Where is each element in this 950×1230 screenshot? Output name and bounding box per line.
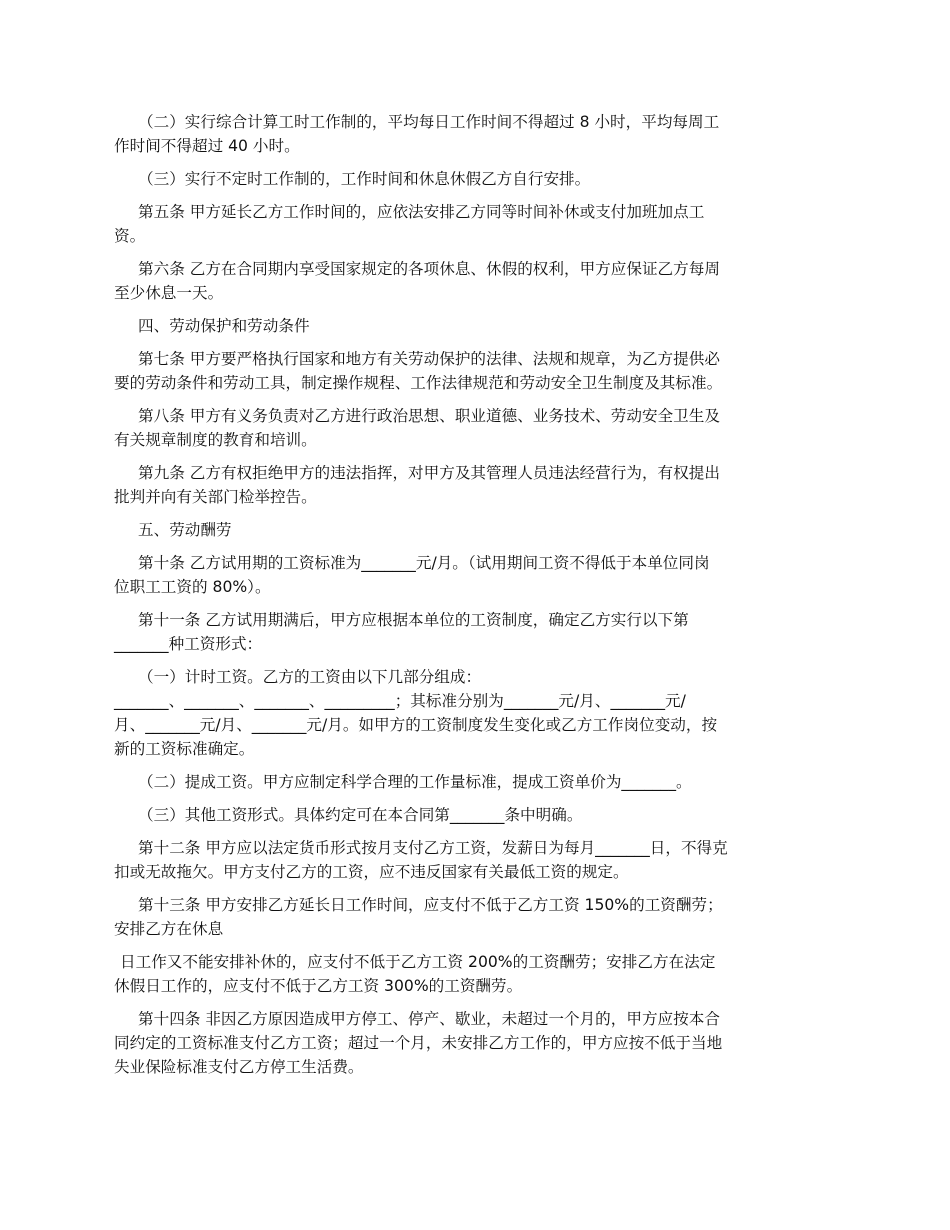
paragraph-article-9 bbox=[114, 461, 842, 509]
paragraph-article-13-continued bbox=[114, 950, 842, 998]
text-line: 第七条 甲方要严格执行国家和地方有关劳动保护的法律、法规和规章，为乙方提供必 bbox=[138, 350, 720, 368]
document-body bbox=[114, 110, 842, 1088]
text-line: 第十一条 乙方试用期满后，甲方应根据本单位的工资制度，确定乙方实行以下第 bbox=[138, 611, 689, 629]
text-line: （三）实行不定时工作制的，工作时间和休息休假乙方自行安排。 bbox=[138, 170, 591, 188]
text-line: 月、_______元/月、_______元/月。如甲方的工资制度发生变化或乙方工作岗位变动，按 bbox=[114, 716, 718, 734]
text-line: _______种工资形式： bbox=[114, 635, 263, 653]
text-line: 第九条 乙方有权拒绝甲方的违法指挥，对甲方及其管理人员违法经营行为，有权提出 bbox=[138, 464, 720, 482]
paragraph-article-8 bbox=[114, 404, 842, 452]
text-line: _______、_______、_______、_________；其标准分别为_______元/月、_______元/ bbox=[114, 692, 686, 710]
paragraph-article-7 bbox=[114, 347, 842, 395]
paragraph-article-12 bbox=[114, 836, 842, 884]
section-heading-labor-protection bbox=[114, 314, 842, 338]
text-line: 第十三条 甲方安排乙方延长日工作时间，应支付不低于乙方工资 150%的工资酬劳； bbox=[138, 896, 723, 914]
text-line: 资。 bbox=[114, 227, 146, 245]
text-line: 要的劳动条件和劳动工具，制定操作规程、工作法律规范和劳动安全卫生制度及其标准。 bbox=[114, 374, 723, 392]
text-line: 第十四条 非因乙方原因造成甲方停工、停产、歇业，未超过一个月的，甲方应按本合 bbox=[138, 1010, 720, 1028]
text-line: 四、劳动保护和劳动条件 bbox=[138, 317, 310, 335]
paragraph-article-11 bbox=[114, 608, 842, 656]
text-line: （三）其他工资形式。具体约定可在本合同第_______条中明确。 bbox=[138, 806, 583, 824]
text-line: 失业保险标准支付乙方停工生活费。 bbox=[114, 1058, 364, 1076]
text-line: （二）实行综合计算工时工作制的，平均每日工作时间不得超过 8 小时，平均每周工 bbox=[138, 113, 720, 131]
text-line: 休假日工作的，应支付不低于乙方工资 300%的工资酬劳。 bbox=[114, 977, 523, 995]
paragraph-comprehensive-hours bbox=[114, 110, 842, 158]
text-line: 第八条 甲方有义务负责对乙方进行政治思想、职业道德、业务技术、劳动安全卫生及 bbox=[138, 407, 720, 425]
paragraph-other-wage bbox=[114, 803, 842, 827]
paragraph-flexible-hours bbox=[114, 167, 842, 191]
text-line: （一）计时工资。乙方的工资由以下几部分组成： bbox=[138, 668, 482, 686]
paragraph-article-5 bbox=[114, 200, 842, 248]
text-line: 日工作又不能安排补休的，应支付不低于乙方工资 200%的工资酬劳；安排乙方在法定 bbox=[120, 953, 716, 971]
text-line: 有关规章制度的教育和培训。 bbox=[114, 431, 317, 449]
paragraph-article-10 bbox=[114, 551, 842, 599]
text-line: 五、劳动酬劳 bbox=[138, 521, 232, 539]
text-line: 第五条 甲方延长乙方工作时间的，应依法安排乙方同等时间补休或支付加班加点工 bbox=[138, 203, 705, 221]
text-line: 位职工工资的 80%）。 bbox=[114, 578, 271, 596]
text-line: 至少休息一天。 bbox=[114, 284, 224, 302]
paragraph-commission-wage bbox=[114, 770, 842, 794]
paragraph-article-6 bbox=[114, 257, 842, 305]
text-line: 作时间不得超过 40 小时。 bbox=[114, 137, 300, 155]
text-line: 安排乙方在休息 bbox=[114, 920, 224, 938]
text-line: 扣或无故拖欠。甲方支付乙方的工资，应不违反国家有关最低工资的规定。 bbox=[114, 863, 629, 881]
text-line: （二）提成工资。甲方应制定科学合理的工作量标准，提成工资单价为_______。 bbox=[138, 773, 692, 791]
text-line: 第六条 乙方在合同期内享受国家规定的各项休息、休假的权利，甲方应保证乙方每周 bbox=[138, 260, 720, 278]
text-line: 批判并向有关部门检举控告。 bbox=[114, 488, 317, 506]
text-line: 第十条 乙方试用期的工资标准为_______元/月。（试用期间工资不得低于本单位同岗 bbox=[138, 554, 710, 572]
text-line: 同约定的工资标准支付乙方工资；超过一个月，未安排乙方工作的，甲方应按不低于当地 bbox=[114, 1034, 723, 1052]
paragraph-article-14 bbox=[114, 1007, 842, 1079]
text-line: 第十二条 甲方应以法定货币形式按月支付乙方工资，发薪日为每月_______日，不得克 bbox=[138, 839, 728, 857]
paragraph-article-13 bbox=[114, 893, 842, 941]
section-heading-labor-remuneration bbox=[114, 518, 842, 542]
paragraph-hourly-wage bbox=[114, 665, 842, 761]
text-line: 新的工资标准确定。 bbox=[114, 740, 255, 758]
